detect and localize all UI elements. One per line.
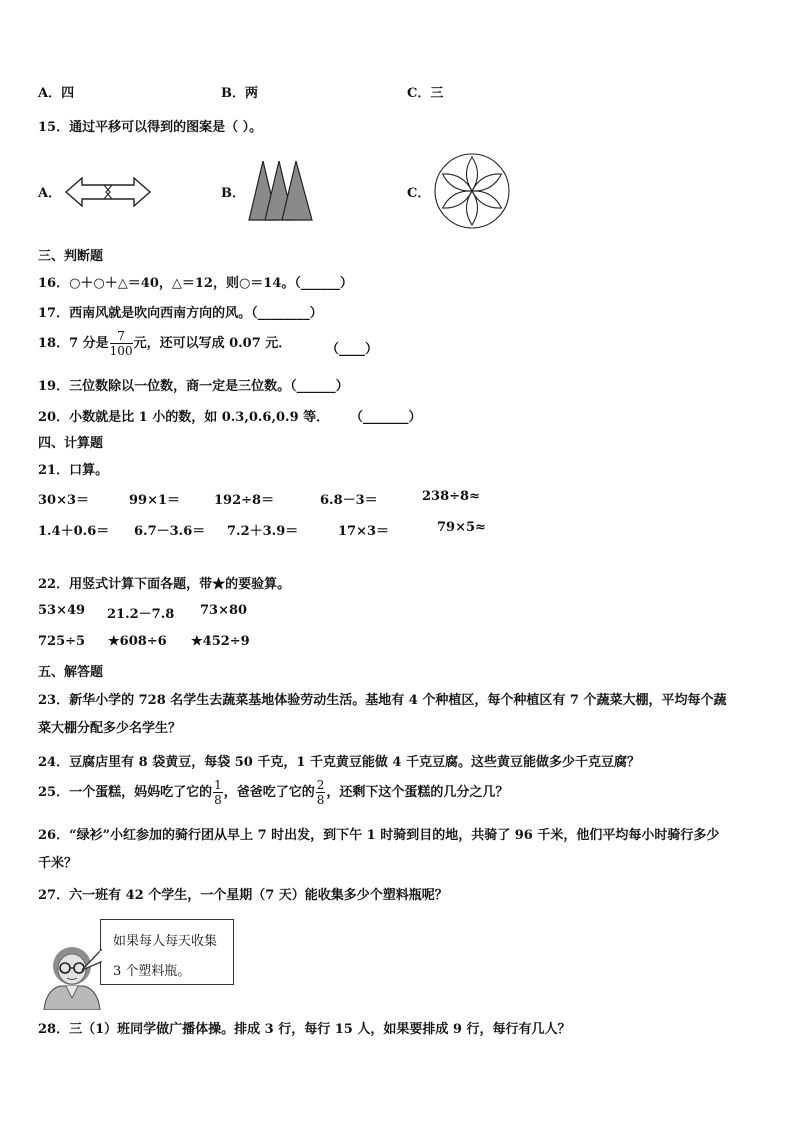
option-c: C．三 [407, 86, 444, 101]
question-15: 15．通过平移可以得到的图案是（ ）。 [38, 120, 263, 135]
bubble-text-line-2: 3 个塑料瓶。 [113, 964, 191, 979]
question-25 [38, 779, 508, 807]
question-16: 16．○＋○＋△＝40，△＝12，则○＝14。（______） [38, 276, 353, 291]
q18-text: 元，还可以写成 0.07 元． [133, 336, 292, 351]
section-heading: 三、判断题 [38, 249, 104, 264]
option-b: B． [221, 186, 245, 201]
q25-text: ，还剩下这个蛋糕的几分之几？ [326, 785, 509, 800]
section-heading: 五、解答题 [38, 665, 104, 680]
question-26: 26．“绿衫”小红参加的骑行团从早上 7 时出发，到下午 1 时骑到目的地，共骑了 96 千米，他们平均每小时骑行多少 [38, 828, 720, 843]
fraction-denominator: 8 [214, 793, 222, 807]
q25-text: 25．一个蛋糕，妈妈吃了它的 [38, 785, 213, 800]
calc-item: 238÷8≈ [422, 489, 480, 504]
question-23-continued: 菜大棚分配多少名学生？ [38, 721, 182, 736]
calc-item: ★608÷6 [108, 634, 167, 649]
fraction-numerator: 2 [316, 778, 325, 792]
question-26-continued: 千米？ [38, 856, 78, 871]
fraction-denominator: 100 [109, 344, 133, 358]
fraction [316, 779, 326, 806]
calc-item: 30×3＝ [38, 493, 90, 508]
question-28: 28．三（1）班同学做广播体操。排成 3 行，每行 15 人，如果要排成 9 行，每行有几人？ [38, 1022, 571, 1037]
question-23: 23．新华小学的 728 名学生去蔬菜基地体验劳动生活。基地有 4 个种植区，每个种植区有 7 个蔬菜大棚，平均每个蔬 [38, 693, 727, 708]
question-20: 20．小数就是比 1 小的数，如 0.3,0.6,0.9 等． [38, 410, 330, 425]
calc-item: ★452÷9 [191, 634, 250, 649]
option-a: A．四 [38, 86, 75, 101]
fraction [110, 330, 133, 357]
speech-bubble [100, 919, 234, 985]
calc-item: 73×80 [200, 603, 248, 618]
flower-circle-figure [432, 151, 512, 231]
bubble-text-line-1: 如果每人每天收集 [113, 934, 218, 949]
calc-item: 21.2－7.8 [107, 607, 175, 622]
option-b: B．两 [221, 86, 258, 101]
calc-item: 99×1＝ [129, 493, 181, 508]
fraction-denominator: 8 [316, 793, 325, 807]
question-22: 22．用竖式计算下面各题，带★的要验算。 [38, 577, 291, 592]
question-18 [38, 330, 291, 358]
calc-item: 192÷8＝ [214, 493, 275, 508]
q18-text: 18．7 分是 [38, 336, 109, 351]
question-17: 17．西南风就是吹向西南方向的风。（________） [38, 306, 323, 321]
question-21: 21．口算。 [38, 463, 109, 478]
question-27: 27．六一班有 42 个学生，一个星期（7 天）能收集多少个塑料瓶呢？ [38, 888, 448, 903]
calc-item: 6.7－3.6＝ [134, 524, 206, 539]
fraction-numerator: 7 [110, 330, 133, 344]
section-heading: 四、计算题 [38, 436, 104, 451]
calc-item: 1.4＋0.6＝ [38, 524, 110, 539]
answer-blank: （_______） [350, 410, 422, 425]
double-arrow-figure [64, 175, 152, 209]
question-19: 19．三位数除以一位数，商一定是三位数。（______） [38, 379, 349, 394]
calc-item: 7.2＋3.9＝ [227, 524, 299, 539]
option-a: A． [38, 186, 62, 201]
speech-bubble-tail [80, 948, 102, 976]
calc-item: 79×5≈ [437, 520, 486, 535]
fraction-numerator: 1 [214, 778, 222, 792]
calc-item: 6.8－3＝ [320, 493, 378, 508]
answer-blank: （____） [326, 342, 379, 357]
option-c: C． [407, 186, 431, 201]
calc-item: 17×3＝ [338, 524, 390, 539]
question-24: 24．豆腐店里有 8 袋黄豆，每袋 50 千克，1 千克黄豆能做 4 千克豆腐。这些黄豆能做多少千克豆腐？ [38, 755, 640, 770]
q25-text: ，爸爸吃了它的 [223, 785, 315, 800]
triangles-figure [246, 157, 316, 222]
calc-item: 725÷5 [38, 634, 86, 649]
calc-item: 53×49 [38, 603, 86, 618]
fraction [213, 779, 223, 806]
